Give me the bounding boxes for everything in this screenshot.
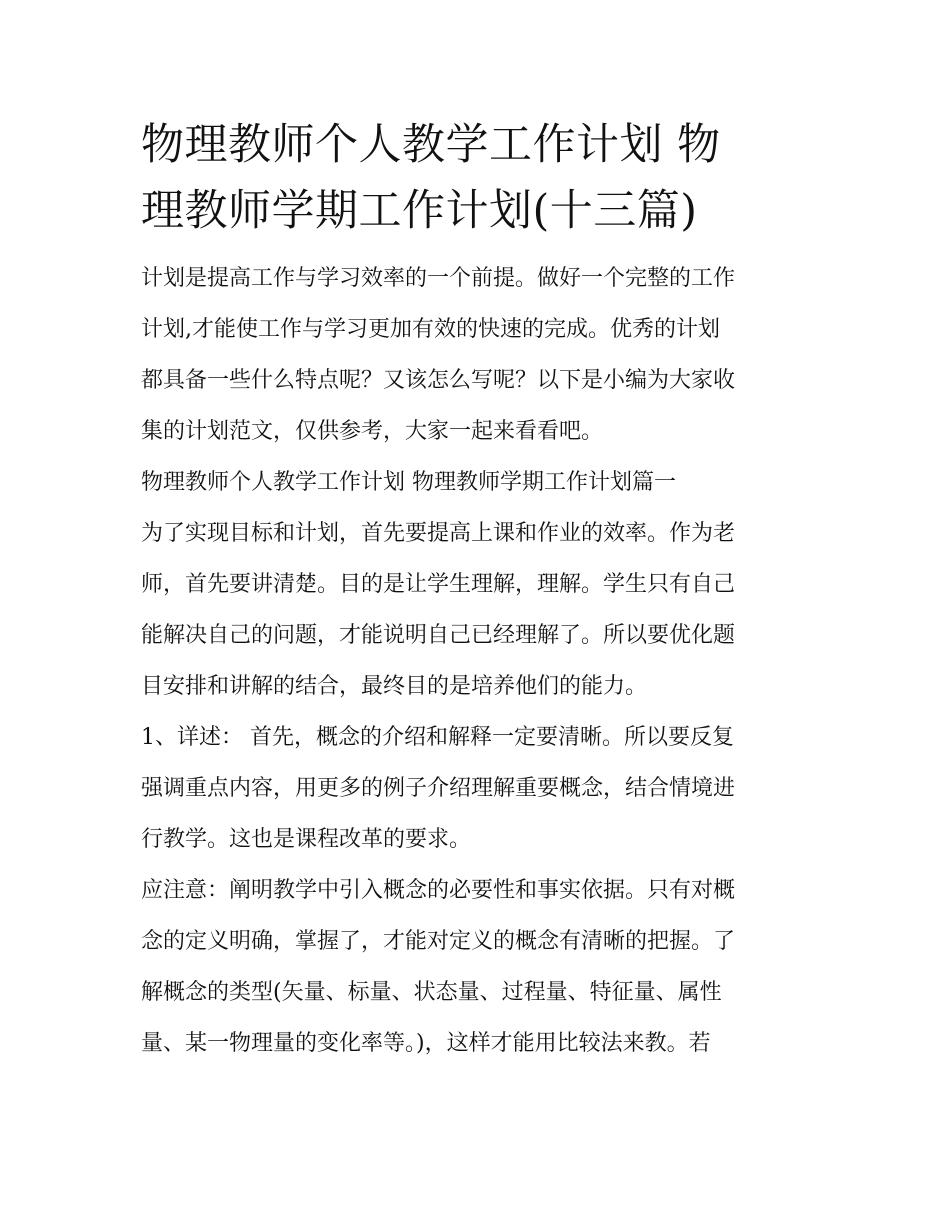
document-page bbox=[141, 112, 813, 1069]
title-line: 物理教师个人教学工作计划 物 bbox=[141, 120, 721, 170]
body-text-line: 能解决自己的问题，才能说明自己已经理解了。所以要优化题 bbox=[141, 623, 736, 648]
title-line: 理教师学期工作计划(十三篇) bbox=[141, 186, 698, 236]
body-text-line: 念的定义明确，掌握了，才能对定义的概念有清晰的把握。了 bbox=[141, 929, 736, 954]
body-text-line: 1、详述： 首先，概念的介绍和解释一定要清晰。所以要反复 bbox=[141, 725, 734, 750]
body-text-line: 师，首先要讲清楚。目的是让学生理解，理解。学生只有自己 bbox=[141, 572, 736, 597]
document-title bbox=[141, 112, 813, 244]
body-text-line: 量、某一物理量的变化率等。)，这样才能用比较法来教。若 bbox=[141, 1031, 711, 1056]
body-text-line: 强调重点内容，用更多的例子介绍理解重要概念，结合情境进 bbox=[141, 776, 736, 801]
body-text-line: 计划是提高工作与学习效率的一个前提。做好一个完整的工作 bbox=[141, 266, 736, 291]
body-text-line: 计划,才能使工作与学习更加有效的快速的完成。优秀的计划 bbox=[141, 317, 720, 342]
body-text-line: 行教学。这也是课程改革的要求。 bbox=[141, 827, 472, 852]
body-text-line: 都具备一些什么特点呢？又该怎么写呢？以下是小编为大家收 bbox=[141, 368, 736, 393]
body-text-line: 目安排和讲解的结合，最终目的是培养他们的能力。 bbox=[141, 674, 648, 699]
body-text-line: 为了实现目标和计划，首先要提高上课和作业的效率。作为老 bbox=[141, 521, 736, 546]
body-text-line: 应注意：阐明教学中引入概念的必要性和事实依据。只有对概 bbox=[141, 878, 736, 903]
body-text-line: 集的计划范文，仅供参考，大家一起来看看吧。 bbox=[141, 419, 604, 444]
document-body bbox=[141, 253, 813, 1069]
body-text-line: 解概念的类型(矢量、标量、状态量、过程量、特征量、属性 bbox=[141, 980, 722, 1005]
section-heading: 物理教师个人教学工作计划 物理教师学期工作计划篇一 bbox=[141, 470, 676, 495]
